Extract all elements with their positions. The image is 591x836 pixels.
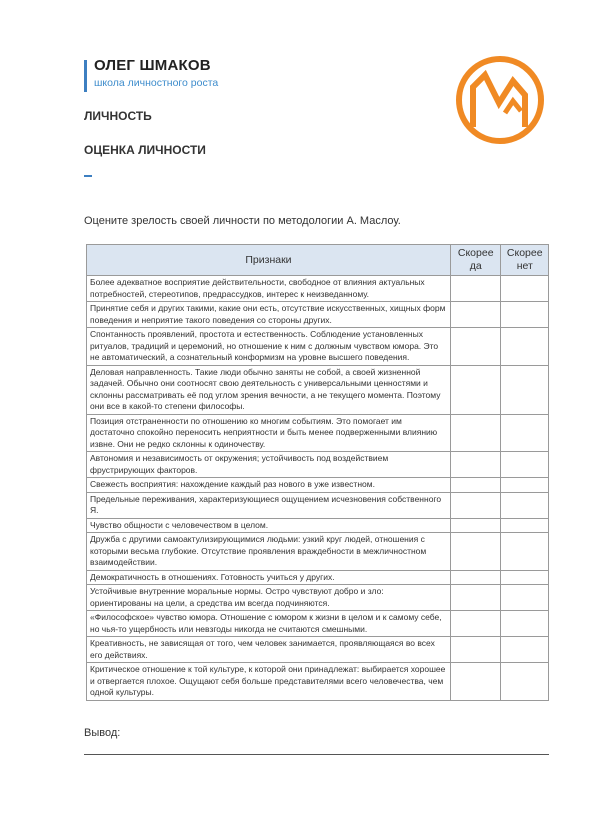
yes-cell[interactable]	[450, 276, 501, 302]
table-row	[87, 302, 549, 328]
trait-cell: Автономия и независимость от окружения; устойчивость под воздействием фрустрирующих факторов.	[87, 452, 451, 478]
trait-cell: Принятие себя и других такими, какие они есть, отсутствие искусственных, хищных форм поведения и неприятие такого поведения со стороны других.	[87, 302, 451, 328]
trait-cell: «Философское» чувство юмора. Отношение с юмором к жизни в целом и к самому себе, но чья-то ущербность или невзгоды никогда не считаются смешными.	[87, 611, 451, 637]
no-cell[interactable]	[501, 365, 549, 414]
table-row	[87, 276, 549, 302]
no-cell[interactable]	[501, 533, 549, 571]
trait-cell: Предельные переживания, характеризующиеся ощущением исчезновения собственного Я.	[87, 492, 451, 518]
conclusion-answer-line[interactable]	[84, 754, 549, 755]
no-cell[interactable]	[501, 637, 549, 663]
trait-cell: Устойчивые внутренние моральные нормы. Остро чувствуют добро и зло: ориентированы на цели, а средства им всегда подчиняются.	[87, 585, 451, 611]
yes-cell[interactable]	[450, 492, 501, 518]
table-row	[87, 637, 549, 663]
yes-cell[interactable]	[450, 663, 501, 701]
traits-table	[86, 244, 549, 701]
section-title: ЛИЧНОСТЬ	[84, 109, 152, 123]
header-traits: Признаки	[87, 245, 451, 276]
trait-cell: Более адекватное восприятие действительности, свободное от влияния актуальных потребностей, стереотипов, предрассудков, интерес к неизведанному.	[87, 276, 451, 302]
yes-cell[interactable]	[450, 611, 501, 637]
no-cell[interactable]	[501, 663, 549, 701]
title-underline-dash	[84, 175, 92, 177]
table-row	[87, 533, 549, 571]
author-subtitle: школа личностного роста	[94, 77, 219, 89]
table-row	[87, 414, 549, 452]
header-accent-bar	[84, 60, 87, 92]
table-row	[87, 611, 549, 637]
intro-text: Оцените зрелость своей личности по методологии А. Маслоу.	[84, 215, 401, 227]
trait-cell: Позиция отстраненности по отношению ко многим событиям. Это помогает им достаточно спокойно переносить неприятности и быть менее подверженными влиянию извне. Они не редко склонны к одиночеству.	[87, 414, 451, 452]
trait-cell: Чувство общности с человечеством в целом.	[87, 518, 451, 533]
yes-cell[interactable]	[450, 570, 501, 585]
no-cell[interactable]	[501, 414, 549, 452]
table-row	[87, 570, 549, 585]
trait-cell: Дружба с другими самоактулизирующимися людьми: узкий круг людей, отношения с которыми весьма глубокие. Отсутствие проявления враждебности в межличностном взаимодействии.	[87, 533, 451, 571]
trait-cell: Демократичность в отношениях. Готовность учиться у других.	[87, 570, 451, 585]
no-cell[interactable]	[501, 452, 549, 478]
no-cell[interactable]	[501, 518, 549, 533]
trait-cell: Креативность, не зависящая от того, чем человек занимается, проявляющаяся во всех его действиях.	[87, 637, 451, 663]
table-row	[87, 492, 549, 518]
author-name: ОЛЕГ ШМАКОВ	[94, 57, 211, 74]
table-row	[87, 518, 549, 533]
no-cell[interactable]	[501, 585, 549, 611]
no-cell[interactable]	[501, 478, 549, 493]
table-row	[87, 365, 549, 414]
yes-cell[interactable]	[450, 585, 501, 611]
trait-cell: Деловая направленность. Такие люди обычно заняты не собой, а своей жизненной задачей. Обычно они соотносят свою деятельность с универсальными ценностями и склонны рассматривать её под углом зрения вечности, а не текущего момента. Поэтому они все в какой-то степени философы.	[87, 365, 451, 414]
yes-cell[interactable]	[450, 533, 501, 571]
table-header-row	[87, 245, 549, 276]
no-cell[interactable]	[501, 276, 549, 302]
trait-cell: Критическое отношение к той культуре, к которой они принадлежат: выбирается хорошее и отвергается плохое. Ощущают себя больше представителями всего человечества, чем одной культуры.	[87, 663, 451, 701]
trait-cell: Спонтанность проявлений, простота и естественность. Соблюдение установленных ритуалов, традиций и церемоний, но отношение к ним с должным чувством юмора. Это не автоматический, а сознательный конформизм на уровне высшего поведения.	[87, 328, 451, 366]
yes-cell[interactable]	[450, 518, 501, 533]
trait-cell: Свежесть восприятия: нахождение каждый раз нового в уже известном.	[87, 478, 451, 493]
yes-cell[interactable]	[450, 328, 501, 366]
page-title: ОЦЕНКА ЛИЧНОСТИ	[84, 143, 206, 157]
mountain-circle-logo-icon	[455, 55, 545, 145]
yes-cell[interactable]	[450, 637, 501, 663]
yes-cell[interactable]	[450, 478, 501, 493]
table-row	[87, 328, 549, 366]
yes-cell[interactable]	[450, 414, 501, 452]
header-rather-yes: Скорее да	[450, 245, 501, 276]
no-cell[interactable]	[501, 570, 549, 585]
header-rather-no: Скорее нет	[501, 245, 549, 276]
table-row	[87, 585, 549, 611]
table-row	[87, 478, 549, 493]
no-cell[interactable]	[501, 492, 549, 518]
yes-cell[interactable]	[450, 452, 501, 478]
no-cell[interactable]	[501, 611, 549, 637]
yes-cell[interactable]	[450, 302, 501, 328]
no-cell[interactable]	[501, 328, 549, 366]
table-row	[87, 452, 549, 478]
yes-cell[interactable]	[450, 365, 501, 414]
table-row	[87, 663, 549, 701]
conclusion-label: Вывод:	[84, 727, 121, 739]
no-cell[interactable]	[501, 302, 549, 328]
